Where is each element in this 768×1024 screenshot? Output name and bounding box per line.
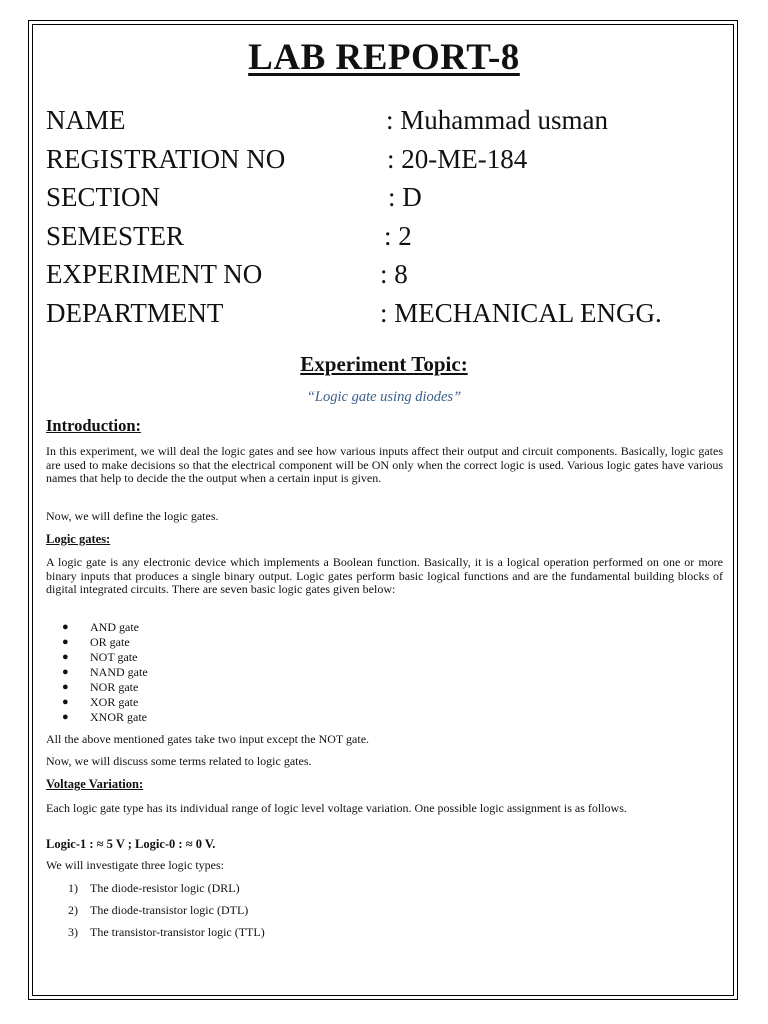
info-row-registration [46,141,736,180]
bullet-icon: ● [62,711,69,723]
info-row-experiment [46,256,736,295]
info-row-section [46,179,736,218]
logic-types-list [68,880,265,946]
gate-name: OR gate [90,635,130,649]
bullet-icon: ● [62,636,69,648]
experiment-topic-heading: Experiment Topic: [300,352,468,376]
gate-name: NOT gate [90,650,138,664]
logic-gates-heading: Logic gates: [46,532,111,546]
info-label: EXPERIMENT NO [46,259,263,289]
item-number: 1) [68,881,78,895]
bullet-icon: ● [62,681,69,693]
investigate-intro: We will investigate three logic types: [46,858,224,872]
info-label: SECTION [46,182,160,212]
info-value: : Muhammad usman [386,105,608,135]
info-value: : 8 [380,259,408,289]
gate-list [58,620,148,725]
gates-note: All the above mentioned gates take two input except the NOT gate. [46,732,370,746]
gate-name: AND gate [90,620,139,634]
item-number: 2) [68,903,78,917]
report-title: LAB REPORT-8 [248,37,520,78]
info-value: : MECHANICAL ENGG. [380,297,662,328]
list-item [58,620,148,635]
experiment-topic: “Logic gate using diodes” [306,389,462,405]
list-item [68,880,265,902]
voltage-paragraph: Each logic gate type has its individual range of logic level voltage variation. One possible logic assignment is as follows. [46,801,627,815]
gate-name: NAND gate [90,665,148,679]
introduction-paragraph: In this experiment, we will deal the logic gates and see how various inputs affect their output and circuit components. Basically, logic gates are used to make decisions so that the electrical component will be ON only when the correct logic is used. Various logic gates have various names that help to decide the the output when a certain input is given. [46,444,723,486]
logic-gates-paragraph: A logic gate is any electronic device which implements a Boolean function. Basically, it is a logical operation performed on one or more binary inputs that produces a single binary output. Logic gates perform basic logical functions and are the fundamental building blocks of digital integrated circuits. There are seven basic logic gates given below: [46,555,723,597]
bullet-icon: ● [62,666,69,678]
student-info [46,102,736,333]
gate-name: XOR gate [90,695,139,709]
info-label: SEMESTER [46,220,185,251]
gate-name: NOR gate [90,680,139,694]
list-item [58,695,148,710]
terms-intro: Now, we will discuss some terms related to logic gates. [46,754,312,768]
introduction-paragraph-2: Now, we will define the logic gates. [46,509,219,523]
info-value: : D [388,182,422,212]
logic-levels: Logic-1 : ≈ 5 V ; Logic-0 : ≈ 0 V. [46,837,216,851]
list-item [58,710,148,725]
item-number: 3) [68,925,78,939]
info-label: REGISTRATION NO [46,143,286,174]
info-value: : 20-ME-184 [387,143,528,174]
gate-name: XNOR gate [90,710,147,724]
list-item [58,650,148,665]
list-item [58,665,148,680]
list-item [58,635,148,650]
info-row-department [46,295,736,334]
bullet-icon: ● [62,621,69,633]
list-item [58,680,148,695]
list-item [68,924,265,946]
introduction-heading: Introduction: [46,416,142,435]
info-row-semester [46,218,736,257]
info-value: : 2 [384,220,412,251]
logic-type: The diode-transistor logic (DTL) [90,903,249,917]
logic-type: The diode-resistor logic (DRL) [90,881,240,895]
bullet-icon: ● [62,651,69,663]
info-label: NAME [46,105,126,135]
info-row-name [46,102,736,141]
list-item [68,902,265,924]
logic-type: The transistor-transistor logic (TTL) [90,925,265,939]
info-label: DEPARTMENT [46,297,224,328]
bullet-icon: ● [62,696,69,708]
voltage-variation-heading: Voltage Variation: [46,777,144,791]
